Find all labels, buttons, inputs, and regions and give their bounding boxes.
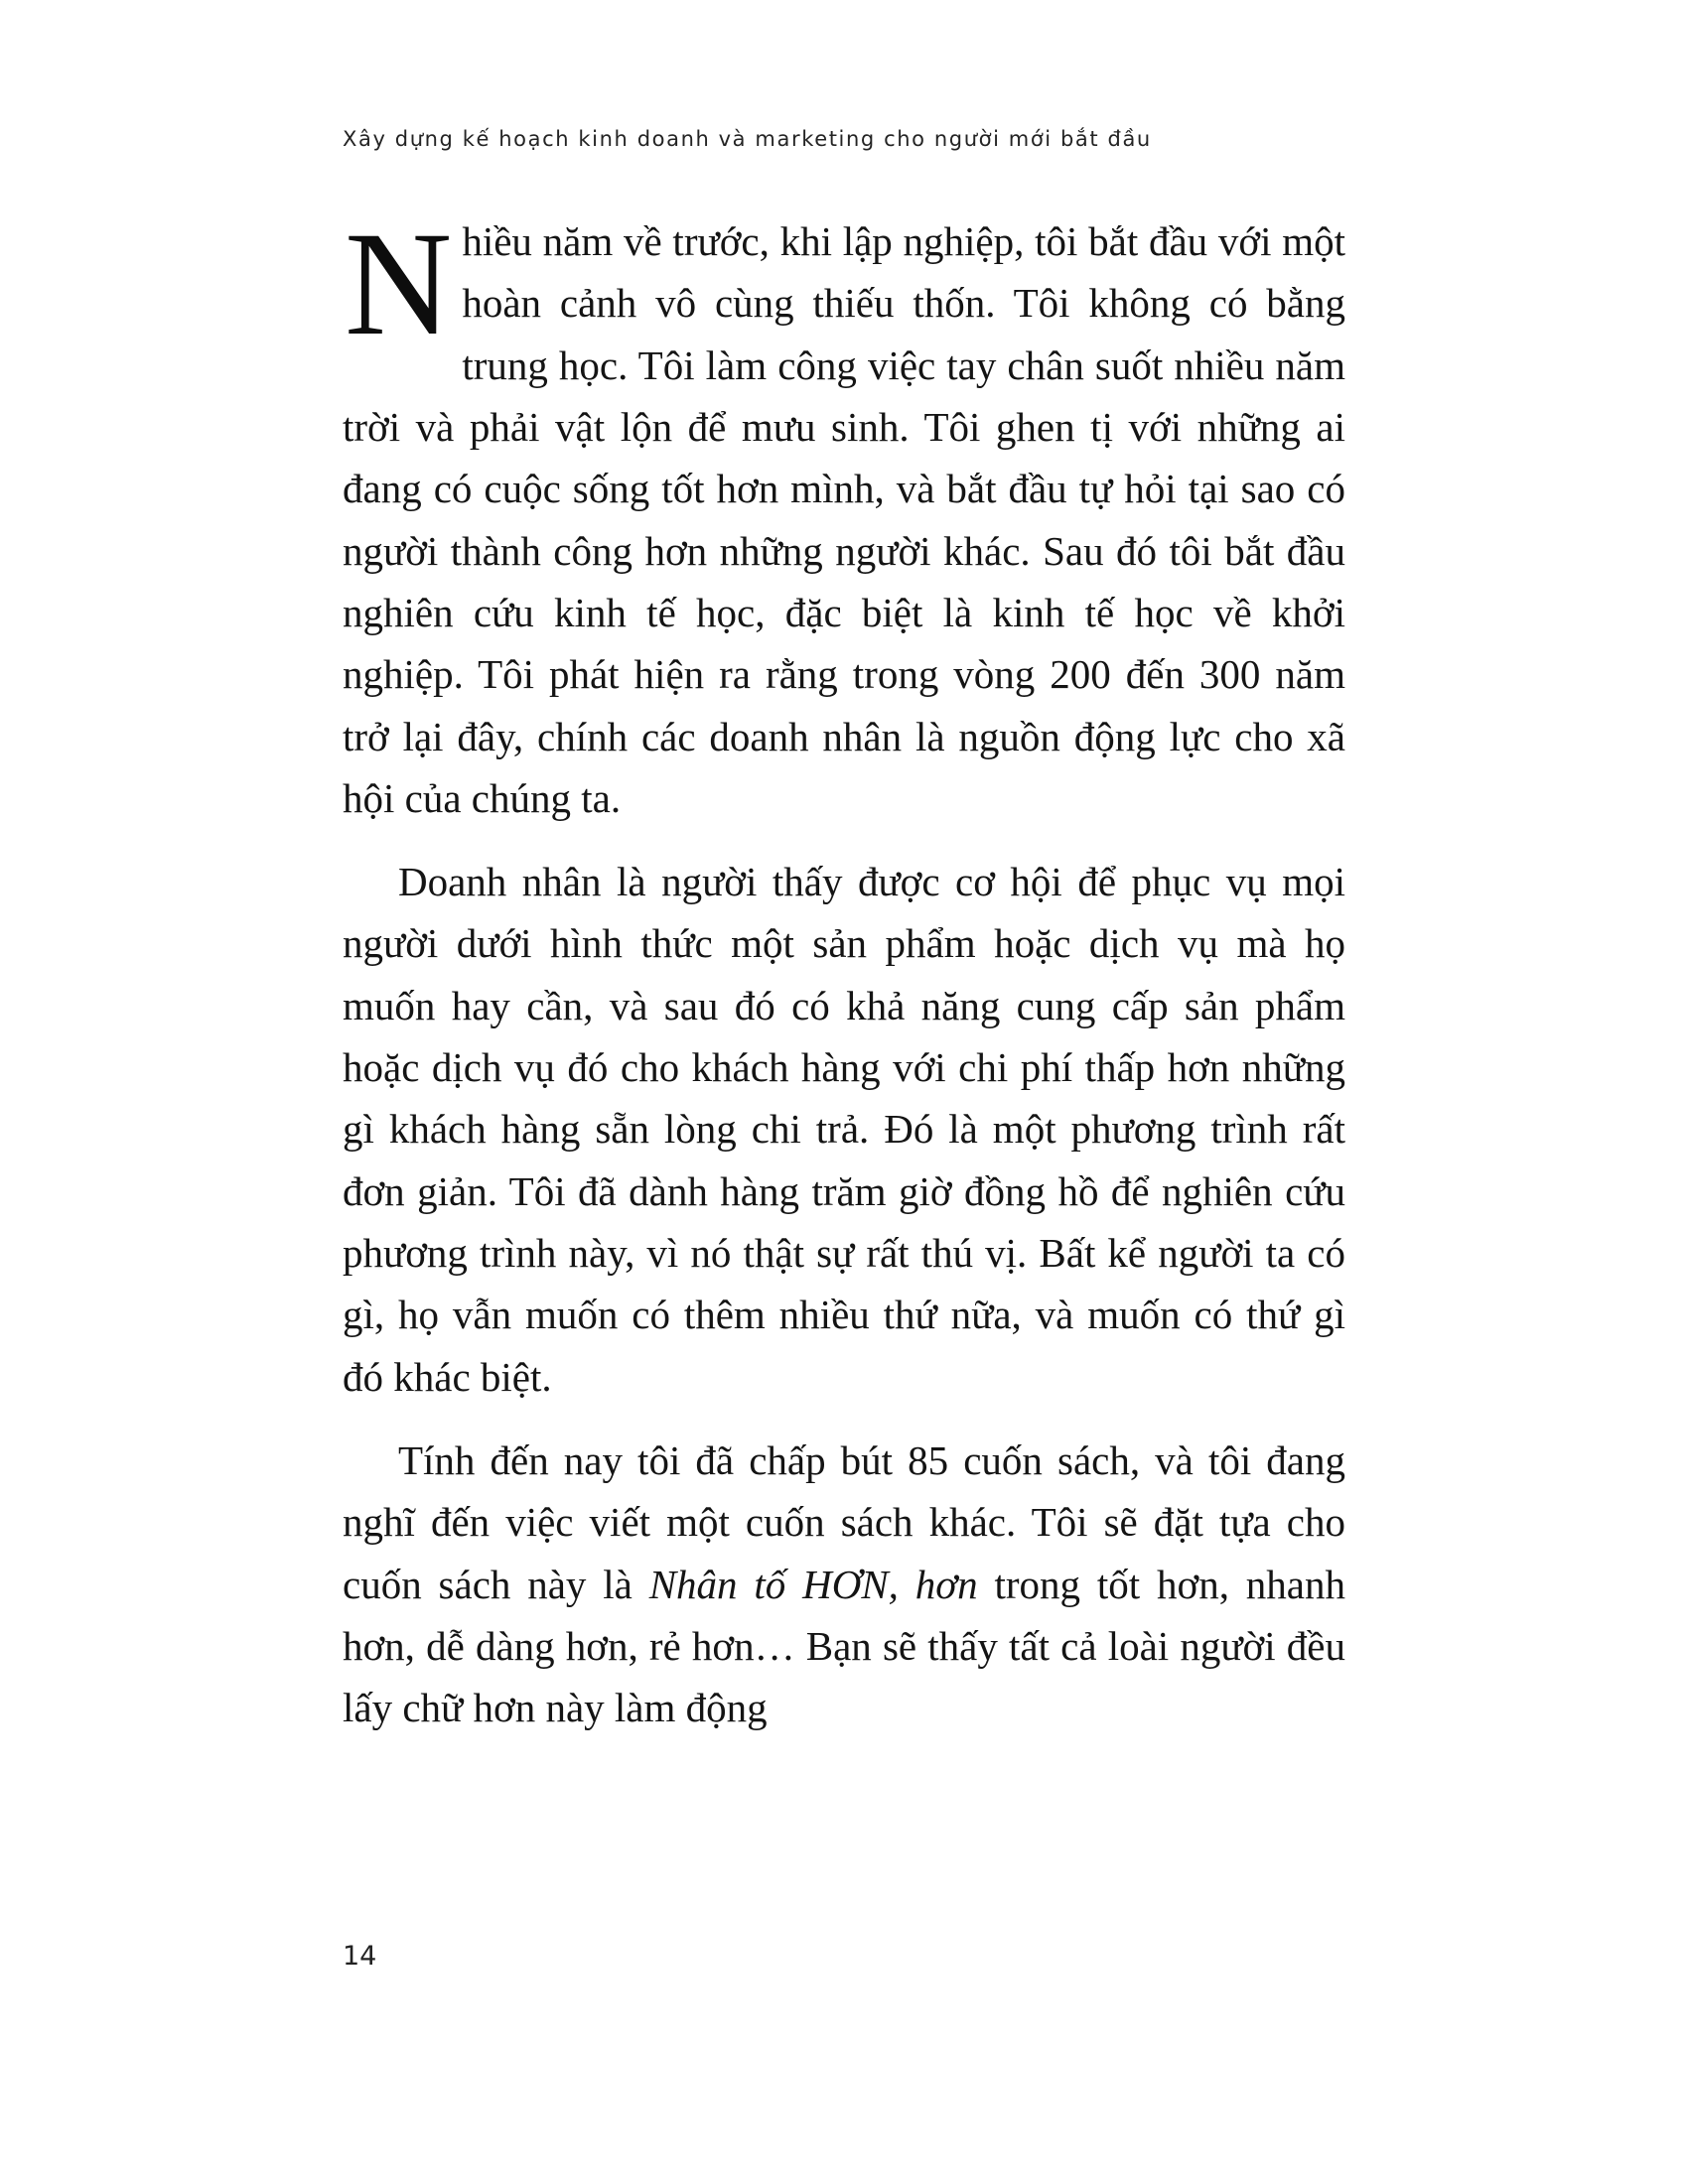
body-text-block — [343, 202, 1345, 1749]
page-number: 14 — [343, 1941, 377, 1972]
drop-cap: N — [345, 202, 453, 366]
paragraph-3-text-after-italic: trong tốt hơn, nhanh hơn, dễ dàng hơn, rẻ hơn… Bạn sẽ thấy tất cả loài người đều lấy chữ hơn này làm động — [343, 1561, 1345, 1731]
paragraph-3 — [343, 1430, 1345, 1739]
paragraph-2 — [343, 851, 1345, 1408]
book-title-italic: Nhân tố HƠN, hơn — [648, 1561, 978, 1607]
paragraph-2-text: Doanh nhân là người thấy được cơ hội để phục vụ mọi người dưới hình thức một sản phẩm hoặc dịch vụ mà họ muốn hay cần, và sau đó có khả năng cung cấp sản phẩm hoặc dịch vụ đó cho khách hàng với chi phí thấp hơn những gì khách hàng sẵn lòng chi trả. Đó là một phương trình rất đơn giản. Tôi đã dành hàng trăm giờ đồng hồ để nghiên cứu phương trình này, vì nó thật sự rất thú vị. Bất kể người ta có gì, họ vẫn muốn có thêm nhiều thứ nữa, và muốn có thứ gì đó khác biệt. — [343, 859, 1345, 1400]
paragraph-1 — [343, 202, 1345, 829]
running-head: Xây dựng kế hoạch kinh doanh và marketing cho người mới bắt đầu — [343, 127, 1152, 151]
paragraph-3-text-before-italic: Tính đến nay tôi đã chấp bút 85 cuốn sách, và tôi đang nghĩ đến việc viết một cuốn sách khác. Tôi sẽ đặt tựa cho cuốn sách này là — [343, 1436, 1345, 1607]
paragraph-1-text: hiều năm về trước, khi lập nghiệp, tôi bắt đầu với một hoàn cảnh vô cùng thiếu thốn. Tôi không có bằng trung học. Tôi làm công việc tay chân suốt nhiều năm trời và phải vật lộn để mưu sinh. Tôi ghen tị với những ai đang có cuộc sống tốt hơn mình, và bắt đầu tự hỏi tại sao có người thành công hơn những người khác. Sau đó tôi bắt đầu nghiên cứu kinh tế học, đặc biệt là kinh tế học về khởi nghiệp. Tôi phát hiện ra rằng trong vòng 200 đến 300 năm trở lại đây, chính các doanh nhân là nguồn động lực cho xã hội của chúng ta. — [343, 218, 1345, 821]
